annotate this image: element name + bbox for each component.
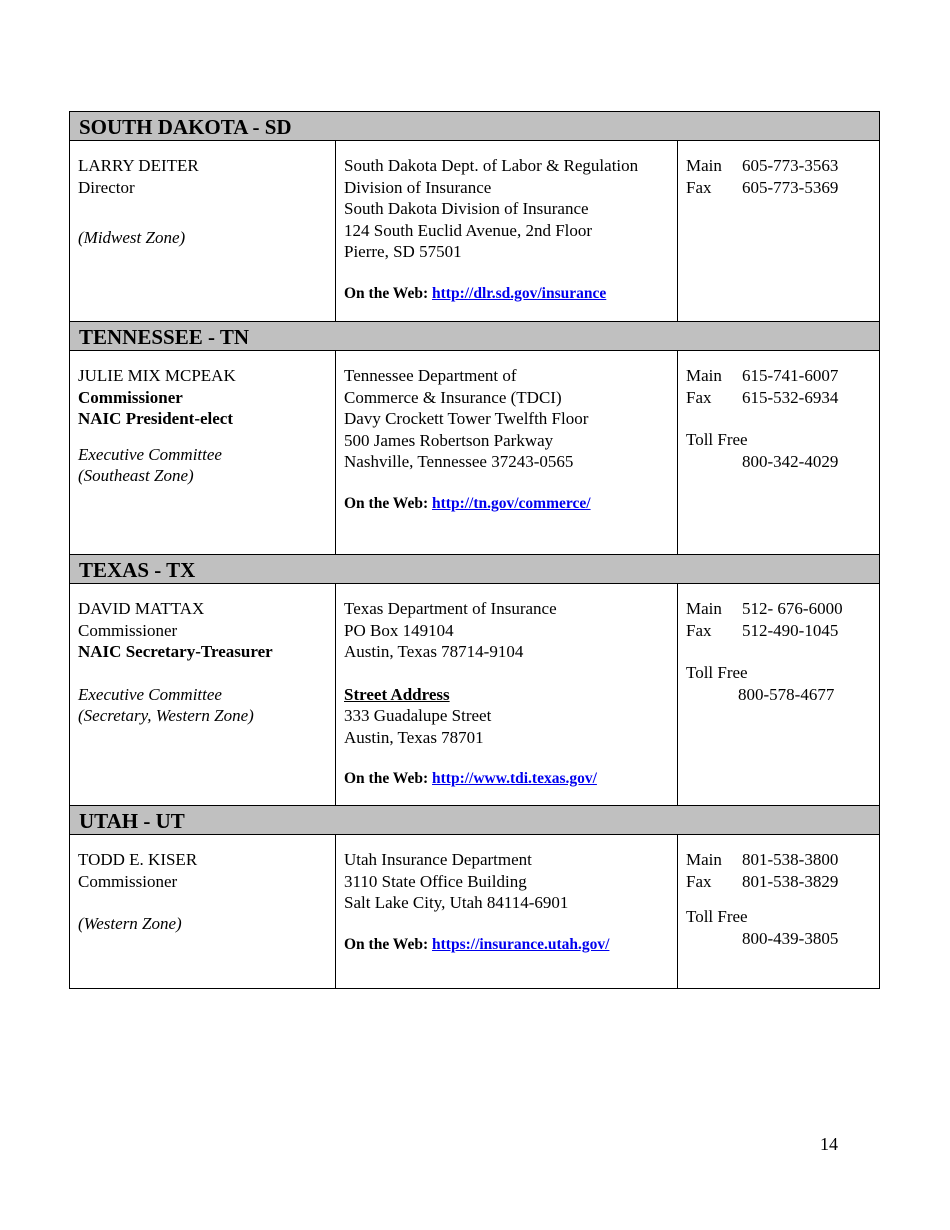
zone-label: (Southeast Zone) xyxy=(78,466,194,485)
address-line: Commerce & Insurance (TDCI) xyxy=(344,387,562,407)
address-line: PO Box 149104 xyxy=(344,620,454,640)
website-link[interactable]: http://dlr.sd.gov/insurance xyxy=(432,284,607,302)
fax-label: Fax xyxy=(686,177,712,197)
phone-cell xyxy=(678,835,880,989)
official-name: LARRY DEITER xyxy=(78,156,199,175)
directory-table xyxy=(69,111,880,989)
state-heading: TEXAS - TX xyxy=(70,555,880,584)
state-header-row xyxy=(70,806,880,835)
address-line: Utah Insurance Department xyxy=(344,850,532,869)
tollfree-label: Toll Free xyxy=(686,430,748,449)
state-heading: TENNESSEE - TN xyxy=(70,322,880,351)
official-title: Commissioner xyxy=(78,387,183,407)
street-line: 333 Guadalupe Street xyxy=(344,706,492,725)
fax-label: Fax xyxy=(686,871,712,891)
web-line xyxy=(344,934,669,956)
committee-label: Executive Committee xyxy=(78,444,222,464)
web-line xyxy=(344,493,669,515)
address-line: Texas Department of Insurance xyxy=(344,599,557,618)
state-header-row xyxy=(70,112,880,141)
zone-label: (Secretary, Western Zone) xyxy=(78,706,254,725)
official-name: TODD E. KISER xyxy=(78,850,198,869)
web-label: On the Web: xyxy=(344,494,429,512)
address-cell xyxy=(336,584,678,806)
state-entry-row xyxy=(70,584,880,806)
state-heading: SOUTH DAKOTA - SD xyxy=(70,112,880,141)
state-entry-row xyxy=(70,141,880,322)
official-cell xyxy=(70,141,336,322)
website-link[interactable]: https://insurance.utah.gov/ xyxy=(432,935,610,953)
committee-label: Executive Committee xyxy=(78,684,222,704)
fax-number: 512-490-1045 xyxy=(742,620,839,640)
address-line: Nashville, Tennessee 37243-0565 xyxy=(344,452,574,471)
web-label: On the Web: xyxy=(344,770,429,787)
state-entry-row xyxy=(70,835,880,989)
main-phone: 615-741-6007 xyxy=(742,366,839,385)
official-name: DAVID MATTAX xyxy=(78,599,205,618)
web-label: On the Web: xyxy=(344,284,429,302)
street-address-heading: Street Address xyxy=(344,684,450,704)
phone-cell xyxy=(678,584,880,806)
fax-number: 615-532-6934 xyxy=(742,387,839,407)
main-phone: 605-773-3563 xyxy=(742,156,839,175)
street-line: Austin, Texas 78701 xyxy=(344,727,484,747)
fax-label: Fax xyxy=(686,387,712,407)
fax-label: Fax xyxy=(686,620,712,640)
official-name: JULIE MIX MCPEAK xyxy=(78,366,236,385)
main-label: Main xyxy=(686,850,722,869)
main-label: Main xyxy=(686,599,722,618)
official-title: Director xyxy=(78,177,135,197)
naic-role: NAIC President-elect xyxy=(78,409,234,428)
address-line: Davy Crockett Tower Twelfth Floor xyxy=(344,409,589,428)
address-line: Salt Lake City, Utah 84114-6901 xyxy=(344,893,569,912)
tollfree-label: Toll Free xyxy=(686,663,748,682)
address-line: Austin, Texas 78714-9104 xyxy=(344,642,524,661)
official-title: Commissioner xyxy=(78,620,178,640)
official-cell xyxy=(70,351,336,555)
address-cell xyxy=(336,141,678,322)
address-line: 500 James Robertson Parkway xyxy=(344,430,554,450)
web-label: On the Web: xyxy=(344,935,429,953)
official-cell xyxy=(70,835,336,989)
website-link[interactable]: http://www.tdi.texas.gov/ xyxy=(432,770,597,787)
phone-cell xyxy=(678,351,880,555)
main-phone: 512- 676-6000 xyxy=(742,599,843,618)
address-line: 3110 State Office Building xyxy=(344,871,527,891)
zone-label: (Midwest Zone) xyxy=(78,228,186,247)
naic-role: NAIC Secretary-Treasurer xyxy=(78,642,273,661)
zone-label: (Western Zone) xyxy=(78,914,182,933)
address-line: Tennessee Department of xyxy=(344,366,517,385)
address-line: South Dakota Division of Insurance xyxy=(344,199,589,218)
fax-number: 801-538-3829 xyxy=(742,871,839,891)
state-entry-row xyxy=(70,351,880,555)
address-cell xyxy=(336,351,678,555)
tollfree-number: 800-578-4677 xyxy=(738,684,835,704)
tollfree-number: 800-342-4029 xyxy=(742,451,839,471)
fax-number: 605-773-5369 xyxy=(742,177,839,197)
main-label: Main xyxy=(686,156,722,175)
address-line: Pierre, SD 57501 xyxy=(344,242,462,261)
main-label: Main xyxy=(686,366,722,385)
address-cell xyxy=(336,835,678,989)
phone-cell xyxy=(678,141,880,322)
tollfree-label: Toll Free xyxy=(686,907,748,926)
tollfree-number: 800-439-3805 xyxy=(742,928,839,948)
web-line xyxy=(344,283,669,305)
page-number: 14 xyxy=(820,1134,838,1154)
official-title: Commissioner xyxy=(78,871,178,891)
address-line: Division of Insurance xyxy=(344,177,492,197)
state-header-row xyxy=(70,555,880,584)
address-line: South Dakota Dept. of Labor & Regulation xyxy=(344,156,639,175)
state-header-row xyxy=(70,322,880,351)
address-line: 124 South Euclid Avenue, 2nd Floor xyxy=(344,220,593,240)
official-cell xyxy=(70,584,336,806)
website-link[interactable]: http://tn.gov/commerce/ xyxy=(432,494,591,512)
web-line xyxy=(344,768,669,790)
main-phone: 801-538-3800 xyxy=(742,850,839,869)
state-heading: UTAH - UT xyxy=(70,806,880,835)
